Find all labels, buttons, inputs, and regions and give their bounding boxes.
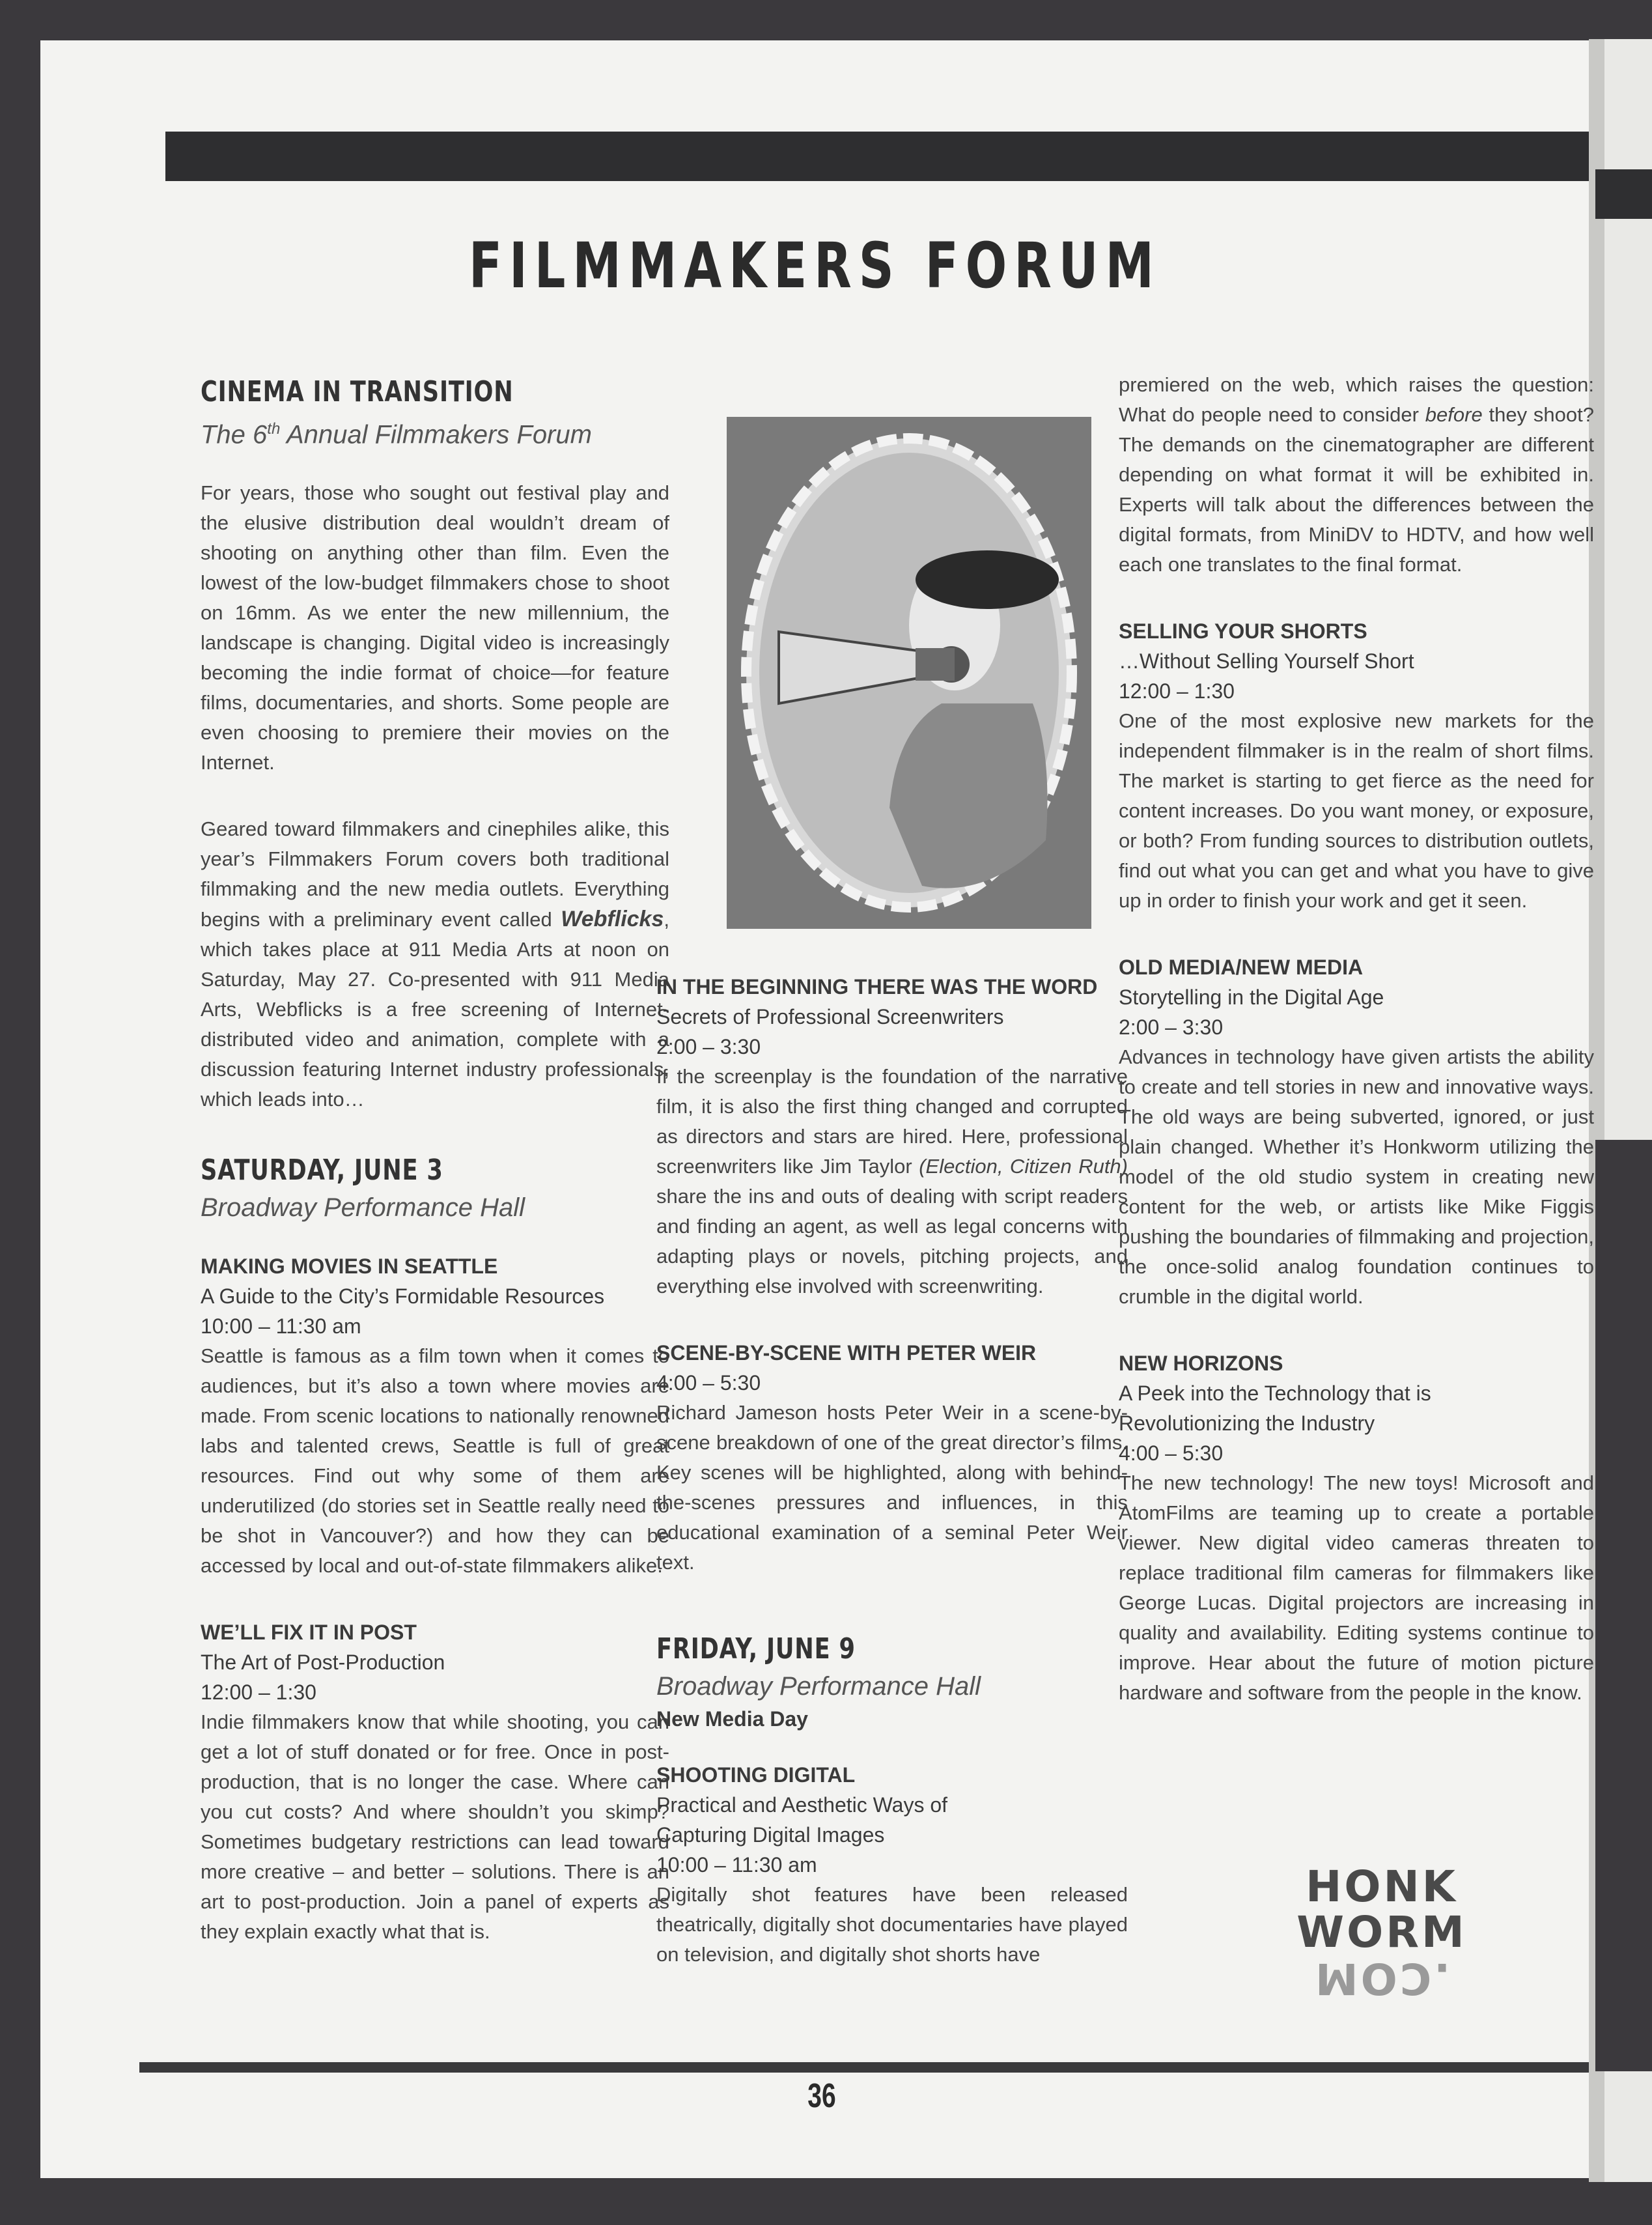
page-title: FILMMAKERS FORUM — [468, 229, 1161, 302]
saturday-heading: SATURDAY, JUNE 3 — [201, 1154, 443, 1187]
event-title: SELLING YOUR SHORTS — [1119, 619, 1367, 643]
event-body: The new technology! The new toys! Microsoft and AtomFilms are teaming up to create a portable viewer. New digital video cameras threaten to replace traditional film cameras for filmmakers like George Lucas. Digital projectors are increasing in quality and availability. Editing systems continue to improve. Hear about the future of motion picture hardware and software from the people in the know. — [1119, 1471, 1594, 1704]
page — [40, 40, 1594, 2178]
friday-heading: FRIDAY, JUNE 9 — [656, 1632, 856, 1665]
event — [656, 972, 1128, 1301]
event — [201, 1251, 669, 1581]
top-rule — [165, 132, 1589, 181]
honkworm-logo: HONK WORM .COM — [1296, 1862, 1467, 2004]
event-subtitle: Practical and Aesthetic Ways of — [656, 1793, 948, 1817]
event-time: 2:00 – 3:30 — [1119, 1015, 1224, 1039]
column-middle — [656, 972, 1128, 1970]
event-time: 12:00 – 1:30 — [201, 1680, 316, 1705]
event — [1119, 1348, 1594, 1708]
event-subtitle: …Without Selling Yourself Short — [1119, 649, 1414, 673]
intro-heading: CINEMA IN TRANSITION — [201, 375, 514, 408]
event-body: Advances in technology have given artists the ability to create and tell stories in new and innovative ways. The old ways are being subverted, ignored, or just plain changed. Whether it’s Honkworm utilizing the model of the old studio system in creating new content for the web, or artists like Mike Figgis pushing the boundaries of filmmaking and projection, the once-solid analog foundation continues to crumble in the digital world. — [1119, 1045, 1594, 1308]
page-number: 36 — [807, 2077, 836, 2115]
intro-paragraph-1: For years, those who sought out festival play and the elusive distribution deal wouldn’t dream of shooting on anything other than film. Even the lowest of the low-budget filmmakers chose to shoot on 16mm. As we enter the new millennium, the landscape is changing. Digital video is increasingly becoming the indie format of choice—for feature films, documentaries, and shorts. Some people are even choosing to premiere their movies on the Internet. — [201, 481, 669, 774]
intro-subtitle: The 6th Annual Filmmakers Forum — [201, 420, 592, 449]
saturday-venue: Broadway Performance Hall — [201, 1193, 525, 1223]
event — [656, 1338, 1128, 1578]
event-body: Richard Jameson hosts Peter Weir in a scene-by-scene breakdown of one of the great director’s films. Key scenes will be highlighted, along with behind-the-scenes pressures and influences, in this educational examination of a seminal Peter Weir text. — [656, 1401, 1128, 1574]
event-title: NEW HORIZONS — [1119, 1352, 1283, 1375]
event-body-continued: premiered on the web, which raises the question: What do people need to consider before they shoot? The demands on the cinematographer are different depending on what format it will be exhibited in. Experts will talk about the differences between the digital formats, from MiniDV to HDTV, and how well each one translates to the final format. — [1119, 373, 1594, 576]
event-title: WE’LL FIX IT IN POST — [201, 1621, 417, 1645]
event-time: 4:00 – 5:30 — [656, 1371, 761, 1395]
friday-venue: Broadway Performance Hall — [656, 1672, 981, 1701]
event-body: Digitally shot features have been released theatrically, digitally shot documentaries have played on television, and digitally shot shorts have — [656, 1883, 1128, 1966]
event — [656, 1760, 1128, 1970]
event — [1119, 952, 1594, 1312]
friday-day-label: New Media Day — [656, 1707, 808, 1731]
event-body: If the screenplay is the foundation of the narrative film, it is also the first thing changed and corrupted as directors and stars are hired. Here, professional screenwriters like Jim Taylor (Election, Citizen Ruth) share the ins and outs of dealing with script readers and finding an agent, as well as legal concerns with adapting plays or novels, pitching projects, and everything else involved with screenwriting. — [656, 1065, 1128, 1297]
bottom-rule — [139, 2062, 1589, 2073]
event-title: IN THE BEGINNING THERE WAS THE WORD — [656, 975, 1098, 999]
event-subtitle: Storytelling in the Digital Age — [1119, 985, 1384, 1009]
event-subtitle: Capturing Digital Images — [656, 1823, 885, 1847]
event-subtitle: Revolutionizing the Industry — [1119, 1411, 1375, 1435]
intro-paragraph-2: Geared toward filmmakers and cinephiles alike, this year’s Filmmakers Forum covers both traditional filmmaking and the new media outlets. Everything begins with a preliminary event called Webflicks, which takes place at 911 Media Arts at noon on Saturday, May 27. Co-presented with 911 Media Arts, Webflicks is a free screening of Internet-distributed video and animation, complete with a discussion featuring Internet industry professionals, which leads into… — [201, 817, 669, 1111]
event-time: 10:00 – 11:30 am — [656, 1853, 817, 1877]
event-time: 12:00 – 1:30 — [1119, 679, 1235, 703]
event — [201, 1617, 669, 1947]
event-subtitle: A Guide to the City’s Formidable Resources — [201, 1284, 605, 1309]
event-body: Seattle is famous as a film town when it comes to audiences, but it’s also a town where movies are made. From scenic locations to nationally renowned labs and talented crews, Seattle is full of great resources. Find out why some of them are underutilized (do stories set in Seattle really need to be shot in Vancouver?) and how they can be accessed by local and out-of-state filmmakers alike. — [201, 1344, 669, 1578]
event-subtitle: The Art of Post-Production — [201, 1651, 445, 1675]
event-title: SCENE-BY-SCENE WITH PETER WEIR — [656, 1341, 1037, 1365]
column-left — [201, 373, 669, 1947]
event-title: OLD MEDIA/NEW MEDIA — [1119, 956, 1364, 979]
event — [1119, 616, 1594, 916]
column-right — [1119, 370, 1594, 1708]
megaphone-man-illustration — [727, 417, 1091, 929]
event-subtitle: A Peek into the Technology that is — [1119, 1382, 1431, 1405]
event-time: 4:00 – 5:30 — [1119, 1441, 1224, 1465]
event-time: 10:00 – 11:30 am — [201, 1314, 361, 1339]
event-body: Indie filmmakers know that while shooting, you can get a lot of stuff donated or for free. Once in post-production, that is no longer the case. Where can you cut costs? And where shouldn’t you skimp? Sometimes budgetary restrictions can lead toward more creative – and better – solutions. There is an art to post-production. Join a panel of experts as they explain exactly what that is. — [201, 1710, 669, 1944]
event-title: SHOOTING DIGITAL — [656, 1763, 856, 1787]
next-page-edge — [1589, 39, 1652, 2182]
event-title: MAKING MOVIES IN SEATTLE — [201, 1254, 498, 1279]
event-subtitle: Secrets of Professional Screenwriters — [656, 1005, 1004, 1028]
event-time: 2:00 – 3:30 — [656, 1035, 761, 1058]
event-body: One of the most explosive new markets for the independent filmmaker is in the realm of short films. The market is starting to get fierce as the need for content increases. Do you want money, or exposure, or both? From funding sources to distribution outlets, find out what you can get and what you have to give up in order to finish your work and get it seen. — [1119, 709, 1594, 912]
